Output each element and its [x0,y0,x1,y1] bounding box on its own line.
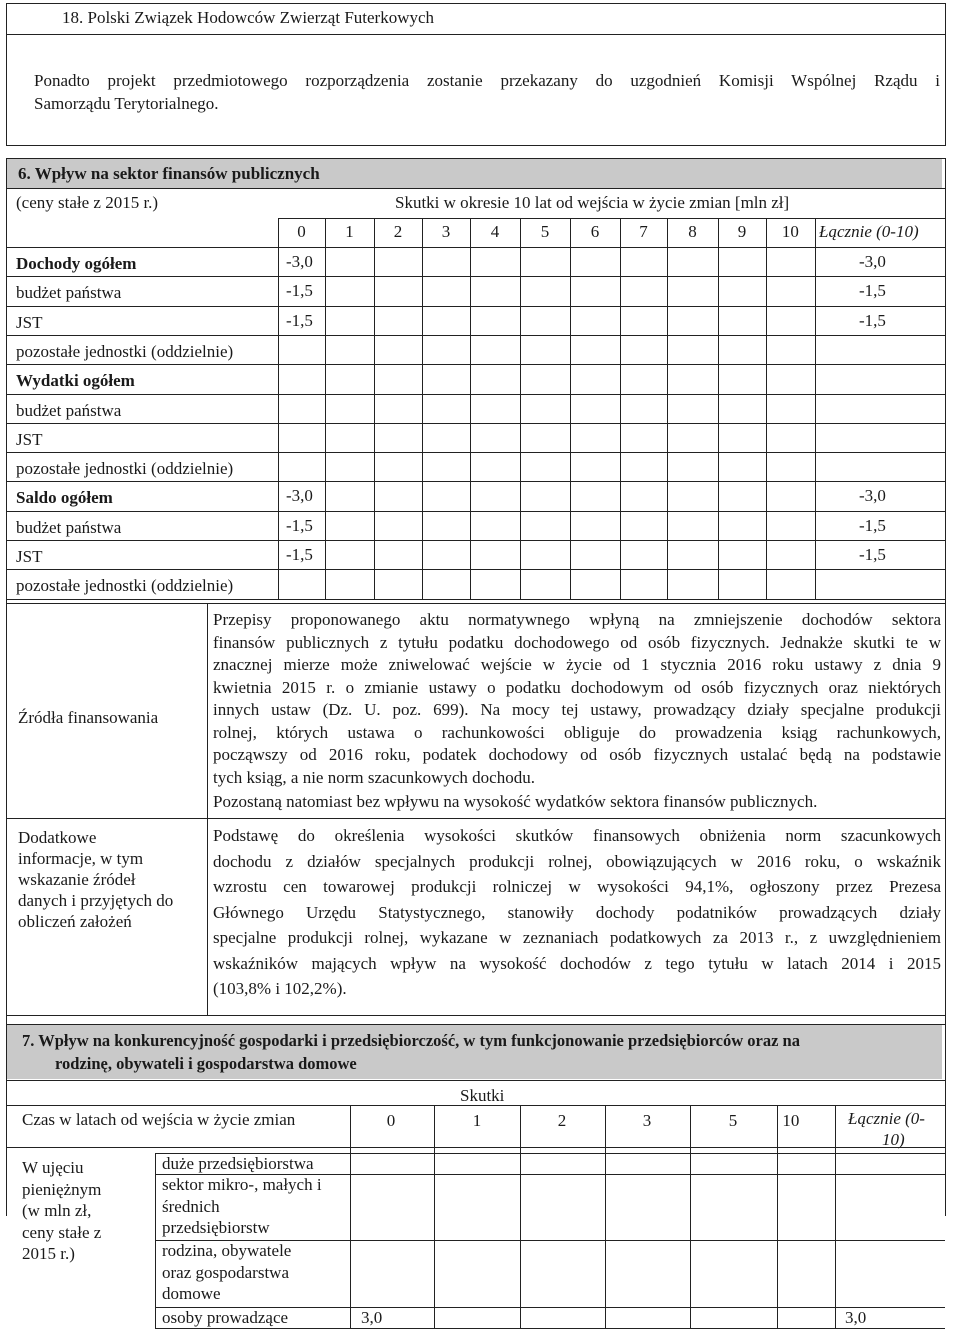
value-total: -1,5 [859,545,886,564]
sources-line: finansów publicznych z tytułu podatku dochodowego od osób fizycznych. Jednakże skutki te w [213,632,941,652]
year-header: 5 [540,222,550,241]
row-label: duże przedsiębiorstwa [162,1154,314,1173]
row-label: pozostałe jednostki (oddzielnie) [16,576,234,596]
additional-line: Głównego Urzędu Statystycznego, stanowiły dochody podatników prowadzących działy [213,902,941,922]
period-header: Skutki w okresie 10 lat od wejścia w życie zmian [mln zł] [395,193,790,212]
value-total: 3,0 [845,1308,867,1327]
row-label: rodzina, obywatele [162,1241,292,1260]
value-year-0: -3,0 [286,252,313,271]
monetary-label-line: W ujęciu [22,1158,84,1177]
additional-label-line: danych i przyjętych do [18,891,174,910]
table-rule [620,218,621,599]
table-rule [6,569,945,570]
year-header: 3 [642,1111,652,1130]
additional-label [18,827,173,932]
time-label: Czas w latach od wejścia w życie zmian [22,1110,296,1129]
effects-header: Skutki [460,1086,505,1105]
row-label: przedsiębiorstw [162,1218,270,1237]
year-header: 2 [393,222,403,241]
table-rule [278,218,279,599]
table-rule [6,481,945,482]
table-rule [570,218,571,599]
table-rule [6,1147,945,1148]
table-rule [766,218,767,599]
table-rule [6,818,945,819]
table-rule [777,1105,778,1328]
consultation-paragraph [34,70,940,115]
year-header: 3 [441,222,451,241]
year-header: 1 [345,222,354,241]
sources-line: innych ustaw (Dz. U. poz. 699). Na mocy tej ustawy, prowadzący działy specjalne produkcji [213,700,941,719]
value-total: -3,0 [859,486,886,506]
year-header: 1 [472,1111,482,1130]
row-label: pozostałe jednostki (oddzielnie) [16,341,234,361]
year-header: 4 [490,222,500,241]
table-rule [155,1328,945,1329]
monetary-label-line: ceny stałe z [22,1222,102,1242]
row-label: osoby prowadzące [162,1308,289,1327]
table-rule [350,1105,351,1328]
table-rule [6,247,945,248]
sources-line: rolnej, których ustawa o rachunkowości obliguje do prowadzenia ksiąg rachunkowych, [213,722,941,742]
paragraph-line: Samorządu Terytorialnego. [34,93,219,113]
row-label: średnich [162,1196,220,1216]
total-header: 10) [882,1130,905,1149]
additional-line: (103,8% i 102,2%). [213,979,347,998]
additional-label-line: Dodatkowe [18,828,97,847]
additional-label-line: informacje, w tym [18,849,144,868]
total-header: Łącznie (0-10) [819,222,919,241]
sources-label: Źródła finansowania [18,708,159,727]
table-rule [434,1105,435,1328]
monetary-label-line: (w mln zł, [22,1201,92,1220]
table-rule [718,218,719,599]
sources-line: począwszy od 2016 roku, podatek dochodowy od osób fizycznych ustalać będą na podstawie [213,745,941,764]
table-rule [6,599,945,600]
additional-text [213,823,941,1002]
table-rule [325,218,326,599]
year-header: 2 [557,1111,567,1130]
value-total: -3,0 [859,252,886,271]
year-header: 8 [688,222,697,241]
table-rule [6,394,945,395]
table-rule [422,218,423,599]
year-header: 6 [590,222,600,241]
monetary-label-line: 2015 r.) [22,1244,75,1263]
table-rule [520,1105,521,1328]
section-6-title: 6. Wpływ na sektor finansów publicznych [18,164,320,183]
value-total: -1,5 [859,515,886,535]
value-year-0: -1,5 [286,281,313,301]
sources-line: kwietnia 2015 r. o zmianie ustawy o podatku dochodowym od osób fizycznych oraz niektórych [213,677,941,697]
year-header: 10 [782,1111,800,1130]
year-header: 9 [737,222,747,241]
table-rule [6,423,945,424]
row-label: oraz gospodarstwa [162,1262,289,1282]
row-label: JST [16,312,43,332]
additional-line: Podstawę do określenia wysokości skutków finansowych obniżenia norm szacunkowych [213,826,941,845]
row-label: pozostałe jednostki (oddzielnie) [16,459,234,479]
year-header: 10 [781,222,799,241]
table-rule [6,452,945,453]
row-label: sektor mikro-, małych i [162,1175,322,1194]
table-rule [6,335,945,336]
row-label: budżet państwa [16,283,122,303]
additional-line: wskaźników mających wpływ na wysokość dochodów z tego tytułu w latach 2014 i 2015 [213,953,941,973]
table-rule [520,218,521,599]
table-rule [6,276,945,277]
prices-note: (ceny stałe z 2015 r.) [16,193,159,212]
row-label: budżet państwa [16,517,122,537]
value-year-0: -3,0 [286,486,313,506]
value-year-0: -1,5 [286,545,313,564]
additional-line: wzrostu cen towarowej produkcji rolniczej w wysokości 94,1%, ogłoszony przez Prezesa [213,877,941,896]
value-year-0: -1,5 [286,515,313,535]
row-label: JST [16,547,43,566]
value-total: -1,5 [859,281,886,301]
sources-line: tych ksiąg, a nie norm szacunkowych dochodu. [213,767,535,787]
value-year-0: -1,5 [286,310,313,330]
table-rule [667,218,668,599]
section-7-title-line2: rodzinę, obywateli i gospodarstwa domowe [55,1054,357,1073]
table-rule [6,540,945,541]
entity-heading: 18. Polski Związek Hodowców Zwierząt Futerkowych [62,8,435,27]
sources-line: znacznej mierze może zniwelować wejście w życie od 1 stycznia 2016 roku ustawy z dnia 9 [213,655,941,674]
row-label: budżet państwa [16,400,122,420]
year-header: 5 [728,1111,738,1130]
additional-label-line: obliczeń założeń [18,912,132,931]
sources-text [213,609,941,789]
table-rule [207,603,208,1016]
additional-line: dochodu z działów specjalnych produkcji rolnej, obowiązujących w 2016 roku, o wskaźnik [213,851,941,871]
row-label: Dochody ogółem [16,254,137,273]
sources-line: Przepisy proponowanego aktu normatywnego wpłyną na zmniejszenie dochodów sektora [213,610,941,629]
row-label: Saldo ogółem [16,488,113,508]
table-rule [945,218,946,599]
year-header: 7 [639,222,648,241]
section-7-title-line1: 7. Wpływ na konkurencyjność gospodarki i przedsiębiorczość, w tym funkcjonowanie przedsiębiorców oraz na [22,1031,800,1050]
table-rule [605,1105,606,1328]
table-rule [470,218,471,599]
table-rule [815,218,816,599]
table-rule [6,603,945,604]
table-rule [6,511,945,512]
table-rule [6,1105,945,1106]
total-header: Łącznie (0- [848,1109,925,1128]
table-rule [6,306,945,307]
row-label: Wydatki ogółem [16,371,135,391]
table-rule [690,1105,691,1328]
sources-note: Pozostaną natomiast bez wpływu na wysokość wydatków sektora finansów publicznych. [213,792,818,811]
table-rule [278,218,945,219]
row-label: domowe [162,1284,221,1303]
row-label: JST [16,429,43,449]
table-rule [6,364,945,365]
year-header: 0 [386,1111,396,1130]
year-header: 0 [297,222,306,241]
additional-line: specjalne produkcji rolnej, wykazane w zeznaniach podatkowych za 2013 r., z uwzględnieniem [213,928,941,947]
monetary-label-line: pieniężnym [22,1179,102,1199]
paragraph-line: Ponadto projekt przedmiotowego rozporządzenia zostanie przekazany do uzgodnień Komisji Wspólnej Rządu i [34,71,940,90]
value-total: -1,5 [859,310,886,330]
additional-label-line: wskazanie źródeł [18,870,136,889]
value-year-0: 3,0 [361,1308,383,1327]
table-rule [374,218,375,599]
table-rule [835,1105,836,1328]
